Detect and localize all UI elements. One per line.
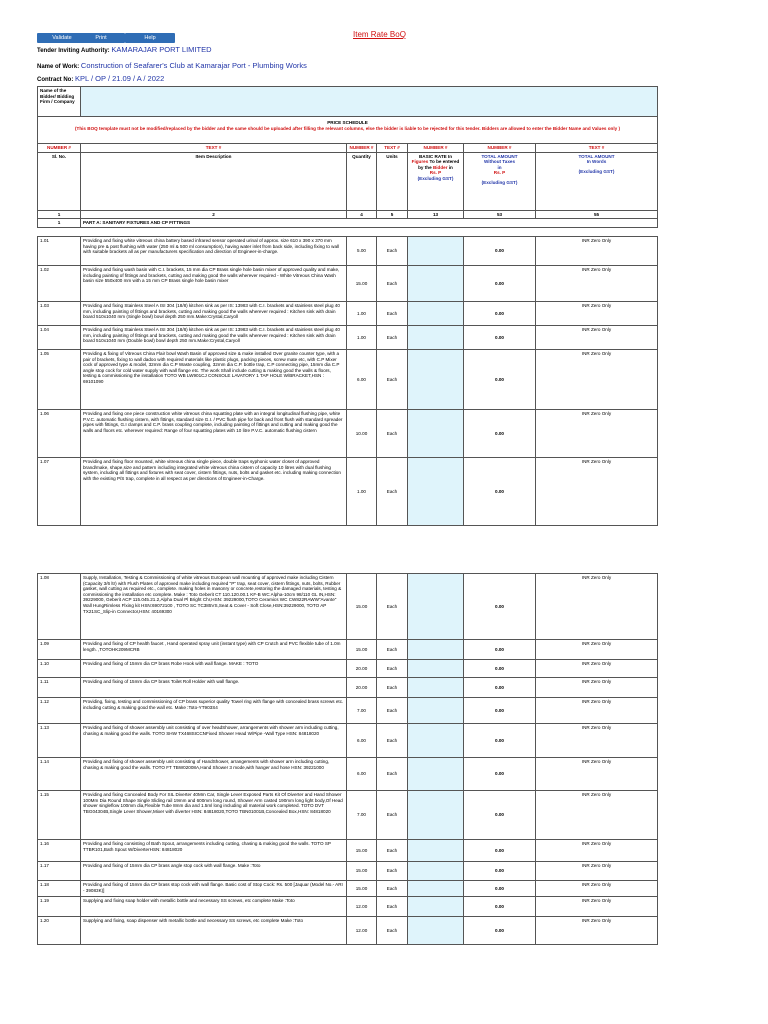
total-amount: 0.00: [464, 881, 536, 897]
item-description: Providing, fixing, testing and commissioning of CP brass superior quality Towel ring with flange with concealed brass screws etc. including cutting & making good the wall etc. Make :Toto-YT903S4: [81, 698, 347, 724]
item-unit: Each: [377, 302, 408, 326]
col-units: Units: [377, 152, 408, 210]
work-name: [37, 61, 307, 70]
item-quantity: 15.00: [347, 881, 377, 897]
item-quantity: 12.00: [347, 897, 377, 917]
amount-in-words: INR Zero Only: [536, 350, 658, 410]
total-amount: 0.00: [464, 678, 536, 698]
item-unit: Each: [377, 574, 408, 640]
item-quantity: 12.00: [347, 917, 377, 945]
basic-rate-input[interactable]: [408, 350, 464, 410]
item-quantity: 6.00: [347, 724, 377, 758]
item-quantity: 5.00: [347, 237, 377, 266]
col-rate: [408, 152, 464, 210]
amount-in-words: INR Zero Only: [536, 326, 658, 350]
item-unit: Each: [377, 660, 408, 678]
col-num-6: 53: [464, 210, 536, 219]
item-no: 1.16: [38, 840, 81, 862]
rows-page1: [38, 237, 658, 526]
col-num-1: 1: [38, 210, 81, 219]
amount-in-words: INR Zero Only: [536, 758, 658, 791]
col-total: [464, 152, 536, 210]
col-total-line3: in: [497, 164, 502, 170]
item-description: Providing and fixing of CP health faucet , Hand operated spray unit (instant type) with CP Crutch and PVC flexible tube of 1.0m length. ,TOTOHK209MCRB: [81, 640, 347, 660]
total-amount: 0.00: [464, 862, 536, 881]
basic-rate-input[interactable]: [408, 640, 464, 660]
amount-in-words: INR Zero Only: [536, 897, 658, 917]
item-no: 1.08: [38, 574, 81, 640]
tia-value: KAMARAJAR PORT LIMITED: [111, 45, 212, 54]
col-words-line2: In Words: [586, 159, 607, 165]
total-amount: 0.00: [464, 302, 536, 326]
item-unit: Each: [377, 698, 408, 724]
item-no: 1.17: [38, 862, 81, 881]
print-button[interactable]: Print: [77, 33, 125, 43]
total-amount: 0.00: [464, 266, 536, 302]
item-unit: Each: [377, 237, 408, 266]
item-description: Providing and fixing Stainless Steel A ISI 304 (18/8) kitchen sink as per IS: 13983 with C.I. brackets and stainless steel plug 40 mm, including painting of fittings and brackets, cutting and making good the walls wherever required : Kitchen sink with drain board 510x1040 mm (Single bowl) bowl depth 250 mm.Make:Crystal,Caryoll: [81, 302, 347, 326]
basic-rate-input[interactable]: [408, 458, 464, 526]
col-type-1: NUMBER #: [38, 144, 81, 153]
total-amount: 0.00: [464, 660, 536, 678]
amount-in-words: INR Zero Only: [536, 237, 658, 266]
basic-rate-input[interactable]: [408, 237, 464, 266]
item-description: Providing and fixing one piece construction white vitreous china squatting plate with an integral longitudinal flushing pipe, white P.V.C. automatic flushing cistern, with fittings, standard size G.I. / PVC flush pipe for back and front flush with standard spreader pipes with fittings, G.I clamps and C.P. brass coupling complete, including painting of fittings and cutting and making good the walls and floors etc. wherever required: Range of four squatting plates with 10 litre P.V.C. automatic flushing cistern: [81, 410, 347, 458]
item-unit: Each: [377, 897, 408, 917]
basic-rate-input[interactable]: [408, 881, 464, 897]
item-description: Supply, Installation, Testing & Commissioning of white vitreous European wall mounting of approved make including Cistern (Capacity 3/6 ltr) with Flush Plates of approved make including required "P" trap, seat cover, cistern fittings, nuts, bolts, Rubber gasket, wall cutting as required etc., complete. making holes in masonry or concrete,restoring the damaged materials, testing & commissioning the installation etc complete. Make : Toto Geberit CT 110.120.00.1 KF-B WC Alpha-10cm 98/110 GL IN,HSN: 39229000, Geberit ACP 115.045.21.2,Alpha Dual Pl Bright Chr,HSN: 39229000,TOTO Ceramics WC CW822RAWW"Avante" Wall HungRimless Flxing kit HSN:69072100 , TOTO SC TC385VS,Seat & Cover - Soft Close,HSN:39229000, TOTO AP TX21SC_Slip-in Connector,HSN: 40169300: [81, 574, 347, 640]
col-qty: Quantity: [347, 152, 377, 210]
item-description: Providing and fixing floor mounted, white vitreous china single piece, double traps syphonic water closet of approved brand/make, shape,size and pattern including integrated white vitreous china cistern of capacity 10 litres with dual flushing system, including all fittings and fixtures with seat cover, cistern fittings, nuts, bolts and gasket etc. including making connection with the existing P/S trap, complete in all respect as per directions of Engineer-in-Charge.: [81, 458, 347, 526]
total-amount: 0.00: [464, 758, 536, 791]
amount-in-words: INR Zero Only: [536, 574, 658, 640]
item-no: 1.10: [38, 660, 81, 678]
col-total-line2: Without Taxes: [483, 159, 515, 165]
col-type-2: TEXT #: [81, 144, 347, 153]
item-quantity: 1.00: [347, 302, 377, 326]
item-quantity: 1.00: [347, 326, 377, 350]
item-quantity: 1.00: [347, 458, 377, 526]
item-no: 1.02: [38, 266, 81, 302]
col-type-4: TEXT #: [377, 144, 408, 153]
amount-in-words: INR Zero Only: [536, 410, 658, 458]
total-amount: 0.00: [464, 350, 536, 410]
amount-in-words: INR Zero Only: [536, 698, 658, 724]
item-description: Providing and fixing white vitreous china battery based infrared sensor operated urinal of approx. size 610 x 390 x 370 mm having pre & post flushing with water (250 ml & 500 ml consumption), having water inlet from back side, including fixing to wall with suitable brackets all as per manufacturers specification and direction of Engineer-in-charge.: [81, 237, 347, 266]
item-description: Providing & fixing of Vitreous China Flair bowl Wash Basin of approved size & make installed Over granite counter type, with a pair of brackets, fixing to wall dadoo with required materials like plastic plugs, packing pieces, screw mate etc, with C.P Mixer cock of approved type & model, 32mm dia C.P Waste coupling, 32mm dia C.P. bottle trap, C.P connecting pipe, 15mm dia C.P angle stop cock for cold water supply with wall flange etc. The work Shall include cutting & making good the walls & floors, testing & commissioning the installation TOTO WB LW901CJ CONSOLE LAVATORY 1 TAP HOLE W/BRACKET,HSN : 69101090: [81, 350, 347, 410]
bidder-label: Name of the Bidder/ Bidding Firm / Company: [38, 87, 81, 117]
item-description: Providing and fixing wash basin with C.I. brackets, 15 mm dia CP Brass single hole basin mixer of approved quality and make, including painting of fittings and brackets, cutting and making good the walls wherever required - White Vitreous China Wash basin size 550x400 mm with a 15 mm CP Brass single hole basin mixer: [81, 266, 347, 302]
item-no: 1.05: [38, 350, 81, 410]
schedule-banner: [38, 117, 658, 144]
item-quantity: 15.00: [347, 840, 377, 862]
amount-in-words: INR Zero Only: [536, 678, 658, 698]
amount-in-words: INR Zero Only: [536, 458, 658, 526]
basic-rate-input[interactable]: [408, 660, 464, 678]
item-quantity: 15.00: [347, 266, 377, 302]
item-quantity: 20.00: [347, 660, 377, 678]
table-row: [38, 758, 658, 791]
item-no: 1.03: [38, 302, 81, 326]
total-amount: 0.00: [464, 840, 536, 862]
table-row: [38, 897, 658, 917]
item-no: 1.13: [38, 724, 81, 758]
help-button[interactable]: Help: [125, 33, 175, 43]
item-no: 1.04: [38, 326, 81, 350]
total-amount: 0.00: [464, 458, 536, 526]
col-total-line1: TOTAL AMOUNT: [481, 153, 518, 159]
item-no: 1.09: [38, 640, 81, 660]
item-quantity: 15.00: [347, 574, 377, 640]
table-row: [38, 881, 658, 897]
table-row: [38, 574, 658, 640]
item-description: Providing and fixing of 15mm dia CP brass stop cock with wall flange. Basic cost of Stop Cock: Rs. 500 [Jaquar (Model No.- ARI - 39083K)]: [81, 881, 347, 897]
item-no: 1.14: [38, 758, 81, 791]
total-amount: 0.00: [464, 237, 536, 266]
col-rate-in: in: [448, 164, 453, 170]
amount-in-words: INR Zero Only: [536, 724, 658, 758]
total-amount: 0.00: [464, 917, 536, 945]
basic-rate-input[interactable]: [408, 302, 464, 326]
item-quantity: 15.00: [347, 640, 377, 660]
item-quantity: 7.00: [347, 698, 377, 724]
boq-table-page2: [37, 573, 658, 945]
basic-rate-input[interactable]: [408, 410, 464, 458]
col-total-rs: Rs. P: [493, 170, 506, 176]
item-unit: Each: [377, 862, 408, 881]
table-row: [38, 917, 658, 945]
col-rate-gst: (Excluding GST): [417, 175, 454, 181]
col-rate-line1: BASIC RATE In: [418, 153, 453, 159]
page-title: Item Rate BoQ: [353, 30, 406, 39]
table-row: [38, 326, 658, 350]
boq-table-page1: [37, 236, 658, 526]
col-total-gst: (Excluding GST): [481, 179, 518, 185]
item-quantity: 20.00: [347, 678, 377, 698]
total-amount: 0.00: [464, 574, 536, 640]
amount-in-words: INR Zero Only: [536, 791, 658, 840]
col-rate-line3: To be entered by the: [418, 159, 460, 170]
item-description: Supplying and fixing soap holder with metallic bottle and necessary SS screws, etc complete Make :Toto: [81, 897, 347, 917]
basic-rate-input[interactable]: [408, 917, 464, 945]
amount-in-words: INR Zero Only: [536, 302, 658, 326]
item-no: 1.11: [38, 678, 81, 698]
total-amount: 0.00: [464, 326, 536, 350]
item-description: Providing and fixing of 15mm dia CP brass Toilet Roll Holder with wall flange.: [81, 678, 347, 698]
part-title: PART A: SANITARY FIXTURES AND CP FITTINGS: [81, 219, 658, 228]
table-row: [38, 640, 658, 660]
col-words: [536, 152, 658, 210]
bidder-name-input[interactable]: [81, 87, 658, 117]
col-type-5: NUMBER #: [408, 144, 464, 153]
schedule-note: (This BOQ template must not be modified/replaced by the bidder and the same should be uploaded after filling the relevant columns, else the bidder is liable to be rejected for this tender. Bidders are allowed to enter the Bidder Name and Values only ): [75, 125, 620, 131]
item-unit: Each: [377, 410, 408, 458]
col-type-3: NUMBER #: [347, 144, 377, 153]
col-num-2: 2: [81, 210, 347, 219]
rows-page2: [38, 574, 658, 945]
contract-value: KPL / OP / 21.09 / A / 2022: [75, 74, 165, 83]
item-unit: Each: [377, 266, 408, 302]
item-description: Providing and fixing of 15mm dia CP brass angle stop cock with wall flange. Make :Toto: [81, 862, 347, 881]
item-unit: Each: [377, 758, 408, 791]
item-description: Providing and fixing of shower assembly unit consisting of over headShower, arrangements with shower arm including cutting, chasing & making good the walls. TOTO SHW TX468SICCNFixed Shower Head W/Pipe -Wall Type HSN: 84818020: [81, 724, 347, 758]
contract-no: [37, 74, 164, 83]
amount-in-words: INR Zero Only: [536, 862, 658, 881]
total-amount: 0.00: [464, 897, 536, 917]
item-no: 1.18: [38, 881, 81, 897]
basic-rate-input[interactable]: [408, 678, 464, 698]
boq-table-header: [37, 143, 658, 228]
col-desc: Item Description: [81, 152, 347, 210]
amount-in-words: INR Zero Only: [536, 660, 658, 678]
work-label: Name of Work:: [37, 64, 80, 70]
part-no: 1: [38, 219, 81, 228]
item-no: 1.12: [38, 698, 81, 724]
col-type-6: NUMBER #: [464, 144, 536, 153]
item-unit: Each: [377, 724, 408, 758]
total-amount: 0.00: [464, 698, 536, 724]
col-rate-bidder: Bidder: [432, 164, 448, 170]
col-words-line1: TOTAL AMOUNT: [578, 153, 615, 159]
basic-rate-input[interactable]: [408, 724, 464, 758]
table-row: [38, 660, 658, 678]
basic-rate-input[interactable]: [408, 266, 464, 302]
basic-rate-input[interactable]: [408, 758, 464, 791]
basic-rate-input[interactable]: [408, 840, 464, 862]
col-num-3: 4: [347, 210, 377, 219]
work-value: Construction of Seafarer's Club at Kamarajar Port - Plumbing Works: [80, 61, 307, 70]
amount-in-words: INR Zero Only: [536, 640, 658, 660]
total-amount: 0.00: [464, 640, 536, 660]
table-row: [38, 350, 658, 410]
item-description: Providing and fixing consisting of Bath Spout, arrangements including cutting, chasing & making good the walls. TOTO SP TTBR101,Bath Spout W/DiverterHSN: 84818020: [81, 840, 347, 862]
table-row: [38, 458, 658, 526]
table-row: [38, 302, 658, 326]
item-unit: Each: [377, 881, 408, 897]
total-amount: 0.00: [464, 724, 536, 758]
tender-authority: [37, 45, 212, 54]
item-no: 1.06: [38, 410, 81, 458]
item-no: 1.01: [38, 237, 81, 266]
item-description: Providing and fixing Concealed Body For SIL Diverter 40Mm Car, Single Lever Exposed Parts Kit Of Diverter and Hand Shower 100Mm Dia Round Shape Single Sliding rail 19mm and 600mm long round, Shower Arm casted 190mm long light body,Of Head shower singleflow 100mm dia,Flexible Tube 8mm dia and 1.5ml long including all material work completed. TOTO DVT TBG04304B,Single Lever Shower,Mixer with diverter HSN: 84818020,TOTO TBN01001B,Concealed Box,HSN: 84818020: [81, 791, 347, 840]
item-unit: Each: [377, 917, 408, 945]
item-description: Providing and fixing of 15mm dia CP brass Robe Hook with wall flange. MAKE : TOTO: [81, 660, 347, 678]
col-words-gst: (Excluding GST): [578, 168, 615, 174]
basic-rate-input[interactable]: [408, 897, 464, 917]
item-quantity: 15.00: [347, 862, 377, 881]
table-row: [38, 678, 658, 698]
basic-rate-input[interactable]: [408, 791, 464, 840]
item-no: 1.19: [38, 897, 81, 917]
basic-rate-input[interactable]: [408, 862, 464, 881]
item-quantity: 6.00: [347, 350, 377, 410]
item-description: Providing and fixing of shower assembly unit consisting of HandShower, arrangements with shower arm including cutting, chasing & making good the walls. TOTO FT TBW02008A,Hand Shower 3 mode,with hanger and hose HSN: 39221000: [81, 758, 347, 791]
schedule-header: [37, 116, 658, 144]
basic-rate-input[interactable]: [408, 698, 464, 724]
item-unit: Each: [377, 326, 408, 350]
item-unit: Each: [377, 678, 408, 698]
item-no: 1.15: [38, 791, 81, 840]
col-num-5: 13: [408, 210, 464, 219]
item-unit: Each: [377, 840, 408, 862]
col-rate-figures: Figures: [411, 159, 429, 165]
item-unit: Each: [377, 791, 408, 840]
item-no: 1.20: [38, 917, 81, 945]
table-row: [38, 266, 658, 302]
bidder-table: [37, 86, 658, 117]
table-row: [38, 840, 658, 862]
total-amount: 0.00: [464, 791, 536, 840]
col-slno: Sl. No.: [38, 152, 81, 210]
table-row: [38, 410, 658, 458]
table-row: [38, 791, 658, 840]
col-type-7: TEXT #: [536, 144, 658, 153]
item-description: Providing and fixing Stainless Steel A ISI 304 (18/8) kitchen sink as per IS: 13983 with C.I. brackets and stainless steel plug 40 mm, including painting of fittings and brackets, cutting and making good the walls wherever required : Kitchen sink with drain board 510x1040 mm (Double bowl) bowl depth 250 mm.Make:Crystal,Caryoll: [81, 326, 347, 350]
amount-in-words: INR Zero Only: [536, 881, 658, 897]
contract-label: Contract No:: [37, 77, 74, 83]
item-unit: Each: [377, 458, 408, 526]
amount-in-words: INR Zero Only: [536, 266, 658, 302]
item-unit: Each: [377, 350, 408, 410]
col-num-7: 55: [536, 210, 658, 219]
tia-label: Tender Inviting Authority:: [37, 48, 110, 54]
table-row: [38, 862, 658, 881]
validate-button[interactable]: Validate: [37, 33, 87, 43]
item-quantity: 7.00: [347, 791, 377, 840]
basic-rate-input[interactable]: [408, 574, 464, 640]
table-row: [38, 724, 658, 758]
amount-in-words: INR Zero Only: [536, 840, 658, 862]
item-quantity: 6.00: [347, 758, 377, 791]
amount-in-words: INR Zero Only: [536, 917, 658, 945]
col-num-4: 5: [377, 210, 408, 219]
schedule-title: PRICE SCHEDULE: [327, 120, 368, 125]
table-row: [38, 698, 658, 724]
item-no: 1.07: [38, 458, 81, 526]
basic-rate-input[interactable]: [408, 326, 464, 350]
table-row: [38, 237, 658, 266]
col-rate-rs: Rs. P: [429, 170, 442, 176]
item-description: Supplying and fixing, soap dispenser with metallic bottle and necessary SS screws, etc complete Make :Toto: [81, 917, 347, 945]
item-quantity: 10.00: [347, 410, 377, 458]
item-unit: Each: [377, 640, 408, 660]
total-amount: 0.00: [464, 410, 536, 458]
